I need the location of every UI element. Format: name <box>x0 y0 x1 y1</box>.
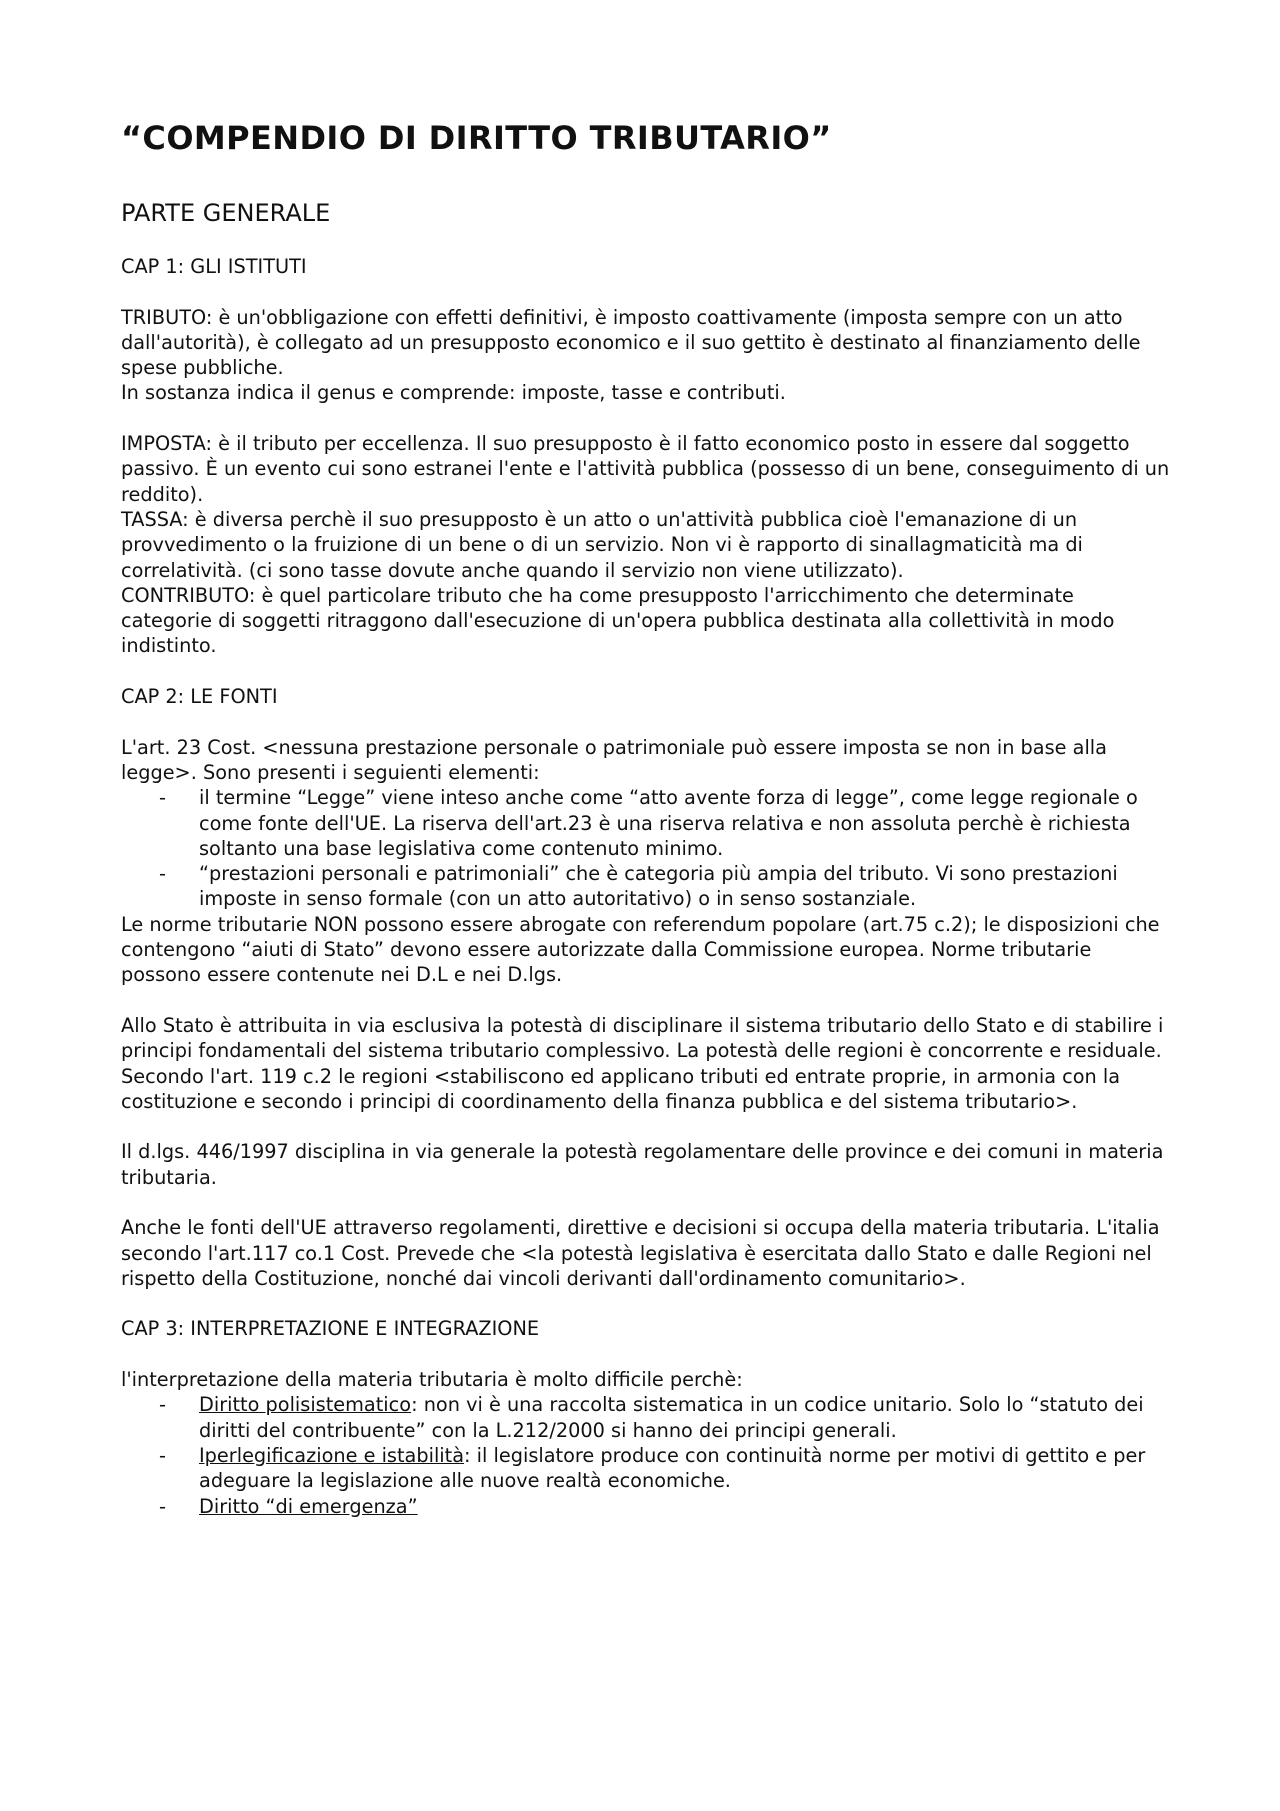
dash-bullet: - <box>159 1494 166 1518</box>
ue-paragraph: Anche le fonti dell'UE attraverso regolamenti, direttive e decisioni si occupa della materia tributaria. L'italia secondo l'art.117 co.1 Cost. Prevede che <la potestà legislativa è esercitata dallo Stato e dalle Regioni nel rispetto della Costituzione, nonché dai vincoli derivanti dall'ordinamento comunitario>. <box>121 1216 1160 1290</box>
list-item-text: : non vi è una raccolta sistematica in un codice unitario. Solo lo “statuto dei diritti del contribuente” con la L.212/2000 si hanno dei principi generali. <box>199 1393 1144 1442</box>
chapter-2-heading: CAP 2: LE FONTI <box>121 685 278 709</box>
imposta-paragraph: IMPOSTA: è il tributo per eccellenza. Il suo presupposto è il fatto economico posto in essere dal soggetto passivo. È un evento cui sono estranei l'ente e l'attività pubblica (possesso di un bene, conseguimento di un reddito). <box>121 432 1170 506</box>
document-page <box>121 118 1171 1519</box>
interpretazione-paragraph: l'interpretazione della materia tributaria è molto difficile perchè: <box>121 1368 743 1392</box>
sostanza-paragraph: In sostanza indica il genus e comprende: imposte, tasse e contributi. <box>121 381 786 405</box>
dash-bullet: - <box>159 786 166 810</box>
chapter-1-heading: CAP 1: GLI ISTITUTI <box>121 255 307 278</box>
list-item-text: “prestazioni personali e patrimoniali” che è categoria più ampia del tributo. Vi sono prestazioni imposte in senso formale (con un atto autoritativo) o in senso sostanziale. <box>199 862 1118 911</box>
norme-paragraph: Le norme tributarie NON possono essere abrogate con referendum popolare (art.75 c.2); le disposizioni che contengono “aiuti di Stato” devono essere autorizzate dalla Commissione europea. Norme tributarie possono essere contenute nei D.L e nei D.lgs. <box>121 912 1160 987</box>
list-item <box>121 785 1171 861</box>
list-item-text: : il legislatore produce con continuità norme per motivi di gettito e per adeguare la legislazione alle nuove realtà economiche. <box>199 1443 1146 1493</box>
list-item-term: Diritto “di emergenza” <box>199 1494 418 1518</box>
interpretazione-list <box>121 1392 1171 1518</box>
list-item <box>121 1392 1171 1443</box>
list-item-term: Diritto polisistematico <box>199 1393 412 1417</box>
art23-list <box>121 785 1171 911</box>
dash-bullet: - <box>159 1443 166 1467</box>
dash-bullet: - <box>159 1393 166 1417</box>
part-heading: PARTE GENERALE <box>121 199 331 227</box>
dlgs-paragraph: Il d.lgs. 446/1997 disciplina in via generale la potestà regolamentare delle province e dei comuni in materia tributaria. <box>121 1140 1164 1189</box>
list-item <box>121 1443 1171 1494</box>
tributo-paragraph: TRIBUTO: è un'obbligazione con effetti definitivi, è imposto coattivamente (imposta sempre con un atto dall'autorità), è collegato ad un presupposto economico e il suo gettito è destinato al finanziamento delle spese pubbliche. <box>121 305 1141 380</box>
dash-bullet: - <box>159 862 166 886</box>
art23-paragraph: L'art. 23 Cost. <nessuna prestazione personale o patrimoniale può essere imposta se non in base alla legge>. Sono presenti i seguienti elementi: <box>121 735 1107 784</box>
contributo-paragraph: CONTRIBUTO: è quel particolare tributo che ha come presupposto l'arricchimento che determinate categorie di soggetti ritraggono dall'esecuzione di un'opera pubblica destinata alla collettività in modo indistinto. <box>121 583 1115 658</box>
list-item-text: il termine “Legge” viene inteso anche come “atto avente forza di legge”, come legge regionale o come fonte dell'UE. La riserva dell'art.23 è una riserva relativa e non assoluta perchè è richiesta soltanto una base legislativa come contenuto minimo. <box>199 786 1138 860</box>
list-item <box>121 861 1171 912</box>
tassa-paragraph: TASSA: è diversa perchè il suo presupposto è un atto o un'attività pubblica cioè l'emanazione di un provvedimento o la fruizione di un bene o di un servizio. Non vi è rapporto di sinallagmaticità ma di correlatività. (ci sono tasse dovute anche quando il servizio non viene utilizzato). <box>121 507 1083 582</box>
document-title: “COMPENDIO DI DIRITTO TRIBUTARIO” <box>121 119 832 157</box>
stato-paragraph: Allo Stato è attribuita in via esclusiva la potestà di disciplinare il sistema tributario dello Stato e di stabilire i principi fondamentali del sistema tributario complessivo. La potestà delle regioni è concorrente e residuale. Secondo l'art. 119 c.2 le regioni <stabiliscono ed applicano tributi ed entrate proprie, in armonia con la costituzione e secondo i principi di coordinamento della finanza pubblica e del sistema tributario>. <box>121 1013 1164 1113</box>
chapter-3-heading: CAP 3: INTERPRETAZIONE E INTEGRAZIONE <box>121 1317 540 1341</box>
list-item-term: Iperlegificazione e istabilità <box>199 1443 465 1467</box>
list-item <box>121 1494 1171 1519</box>
